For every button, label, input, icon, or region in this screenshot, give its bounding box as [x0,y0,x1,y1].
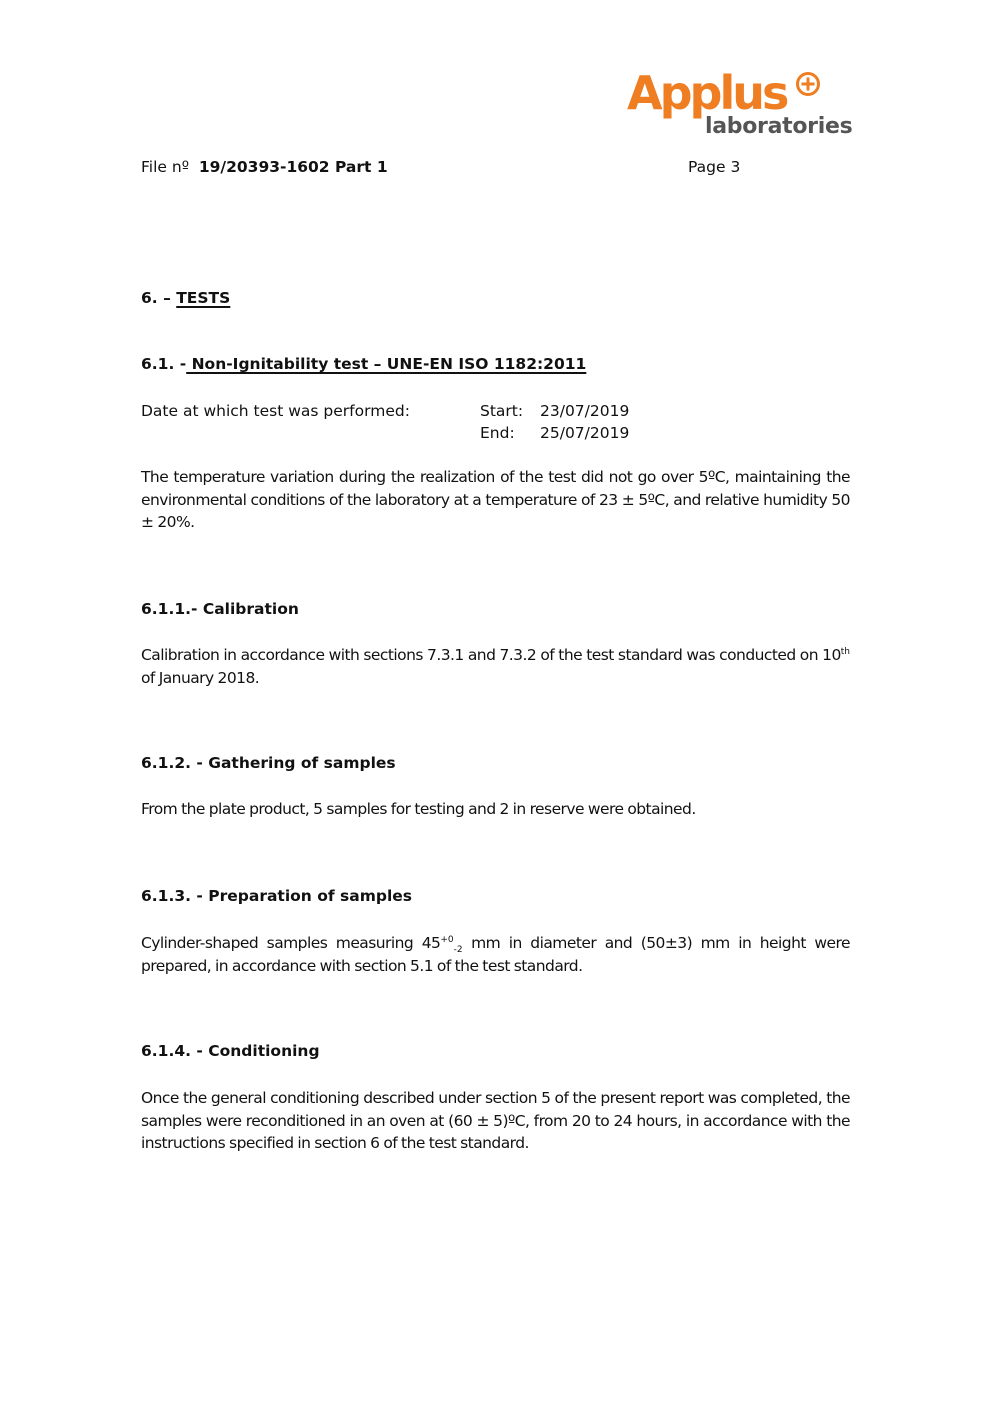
start-date: 23/07/2019 [540,402,630,420]
start-label: Start: [480,402,524,420]
calibration-heading: 6.1.1.- Calibration [141,600,299,618]
conditioning-heading: 6.1.4. - Conditioning [141,1042,320,1060]
preparation-paragraph: Cylinder-shaped samples measuring $45^{+0}_{-2}$ mm in diameter and (50±3) mm in height were prepared, in accordance with section 5.1 of the test standard. [141,934,850,975]
file-number: 19/20393-1602 Part 1 [198,158,388,176]
section-heading [141,289,230,307]
gathering-paragraph: From the plate product, 5 samples for testing and 2 in reserve were obtained. [141,800,696,818]
preparation-heading: 6.1.3. - Preparation of samples [141,887,412,905]
logo-wordmark: Applus [627,66,787,120]
subsection-title: Non-Ignitability test – UNE-EN ISO 1182:2011 [186,355,587,373]
end-label: End: [480,424,515,442]
gathering-heading: 6.1.2. - Gathering of samples [141,754,396,772]
file-number-line [141,156,388,178]
section-number: 6. – [141,289,171,307]
page-number: Page 3 [688,158,741,176]
subsection-heading [141,355,586,373]
dates-label: Date at which test was performed: [141,402,410,420]
applus-logo [627,66,853,146]
tolerance-superscript: +0 [440,934,454,945]
plus-circle-icon [795,71,821,97]
subsection-number: 6.1. - [141,355,187,373]
section-title: TESTS [176,289,231,307]
conditioning-paragraph: Once the general conditioning described under section 5 of the present report was completed, the samples were reconditioned in an oven at (60 ± 5)ºC, from 20 to 24 hours, in accordance with the instructions specified in section 6 of the test standard. [141,1089,850,1152]
tolerance-subscript: -2 [453,945,463,956]
conditions-paragraph: The temperature variation during the realization of the test did not go over 5ºC, maintaining the environmental conditions of the laboratory at a temperature of 23 ± 5ºC, and relative humidity 50 ± 20%. [141,468,850,531]
logo-subtitle: laboratories [705,114,853,139]
calibration-paragraph: Calibration in accordance with sections 7.3.1 and 7.3.2 of the test standard was conducted on 10th of January 2018. [141,646,850,687]
superscript: th [840,646,850,657]
end-date: 25/07/2019 [540,424,630,442]
file-label: File nº [141,158,189,176]
